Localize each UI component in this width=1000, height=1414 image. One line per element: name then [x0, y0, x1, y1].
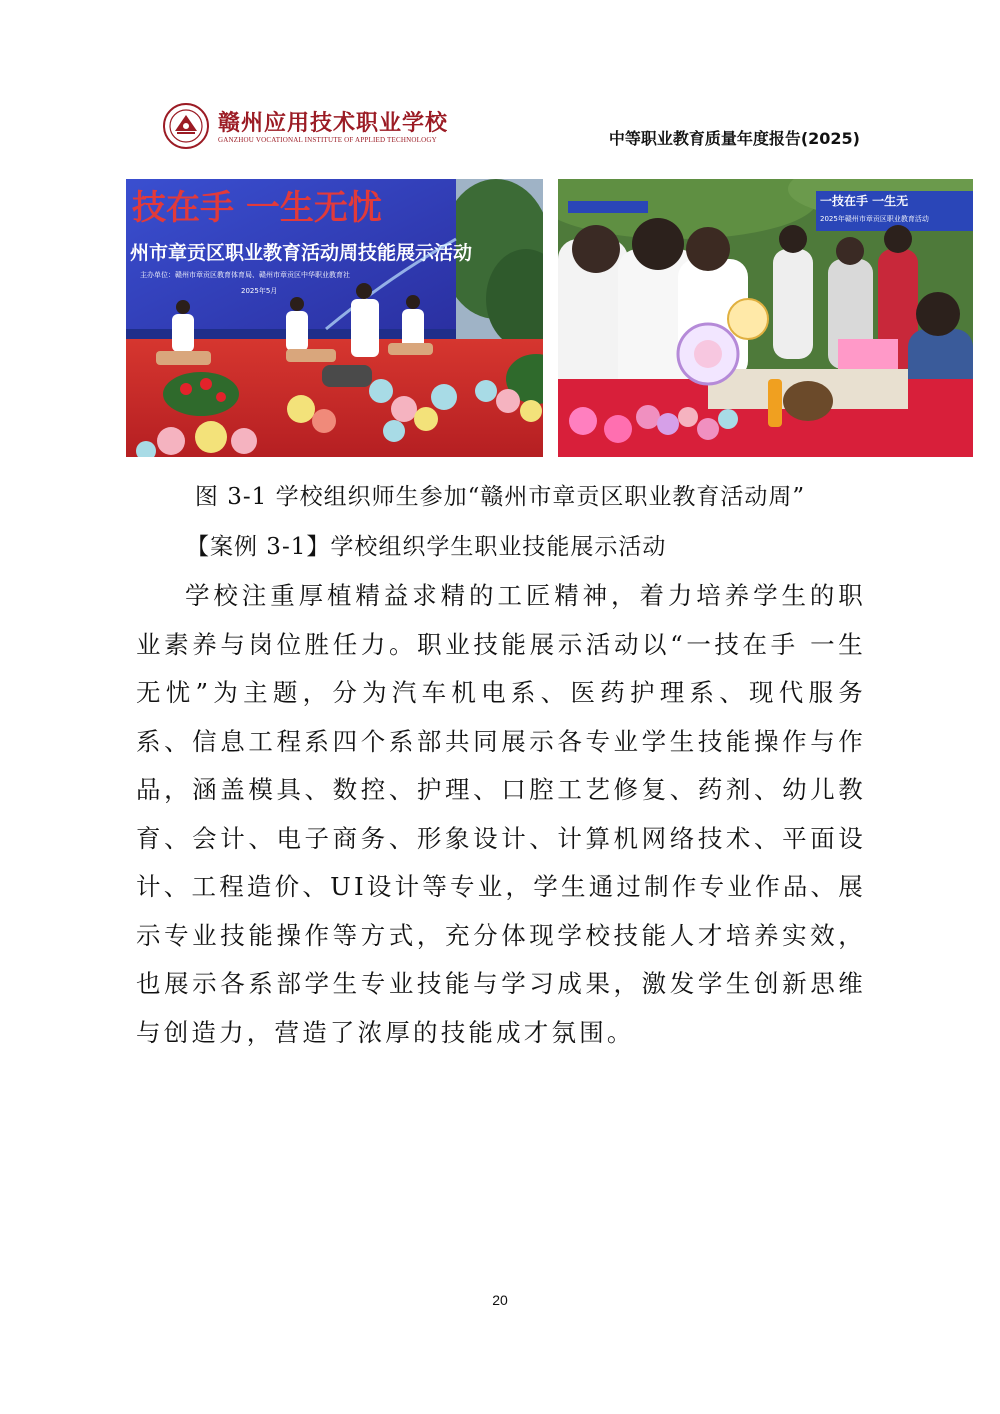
case-title: 【案例 3-1】学校组织学生职业技能展示活动: [186, 534, 667, 560]
body-paragraph: 学校注重厚植精益求精的工匠精神，着力培养学生的职业素养与岗位胜任力。职业技能展示活动以“一技在手 一生无忧”为主题，分为汽车机电系、医药护理系、现代服务系、信息工程系四个系部共同展示各专业学生技能操作与作品，涵盖模具、数控、护理、口腔工艺修复、药剂、幼儿教育、会计、电子商务、形象设计、计算机网络技术、平面设计、工程造价、UI设计等专业，学生通过制作专业作品、展示专业技能操作等方式，充分体现学校技能人才培养实效，也展示各系部学生专业技能与学习成果，激发学生创新思维与创造力，营造了浓厚的技能成才氛围。: [136, 581, 866, 1047]
right-banner-slogan: 一技在手 一生无: [820, 194, 909, 208]
school-logo-icon: [163, 103, 209, 149]
photo-student-works: [558, 179, 973, 457]
right-banner-title: 2025年赣州市章贡区职业教育活动: [820, 215, 929, 223]
page-number: 20: [492, 1292, 508, 1308]
school-name-en: GANZHOU VOCATIONAL INSTITUTE OF APPLIED TECHNOLOGY: [218, 136, 437, 144]
left-banner-sponsor: 主办单位：赣州市章贡区教育体育局、赣州市章贡区中华职业教育社: [140, 271, 350, 279]
school-name-cn: 赣州应用技术职业学校: [218, 110, 449, 136]
page-header: [160, 100, 860, 160]
left-banner-date: 2025年5月: [241, 287, 278, 295]
left-banner-slogan: 技在手 一生无忧: [132, 188, 382, 228]
left-banner-title: 州市章贡区职业教育活动周技能展示活动: [130, 242, 473, 264]
figure-caption: 图 3-1 学校组织师生参加“赣州市章贡区职业教育活动周”: [194, 484, 806, 510]
report-title: 中等职业教育质量年度报告(2025): [608, 129, 860, 148]
photo-skill-stage: [126, 179, 543, 457]
